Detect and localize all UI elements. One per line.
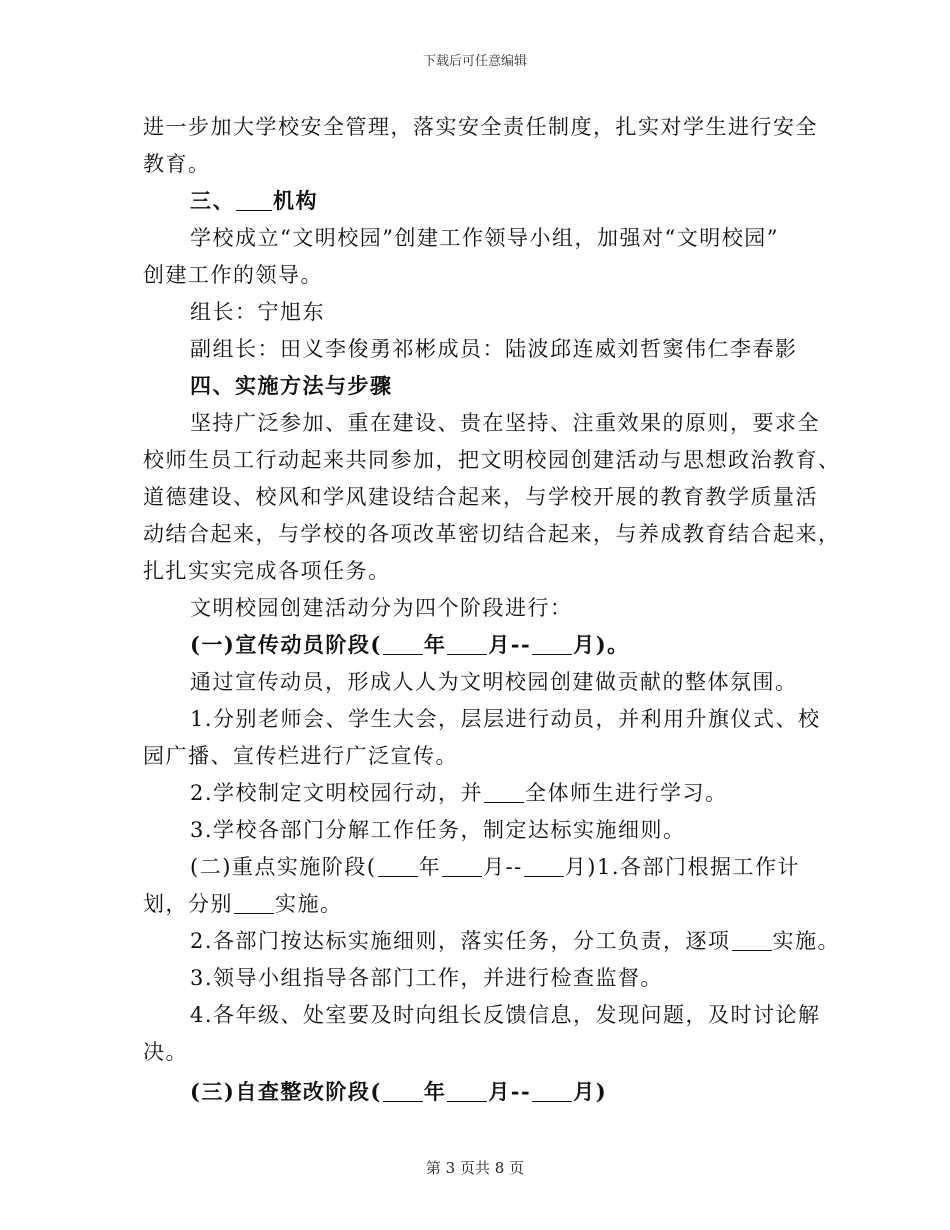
body-line: 进一步加大学校安全管理，落实安全责任制度，扎实对学生进行安全 (143, 115, 818, 139)
stage-2-heading (190, 852, 800, 882)
list-text: 2.学校制定文明校园行动，并 (190, 781, 484, 805)
year-label: 年 (418, 855, 442, 879)
fill-blank (442, 856, 482, 877)
fill-blank (484, 782, 524, 803)
page-header: 下载后可任意编辑 (422, 54, 527, 69)
list-text: 实施。 (275, 892, 343, 916)
body-line: 校师生员工行动起来共同参加，把文明校园创建活动与思想政治教育、 (143, 448, 841, 472)
heading-suffix: 机构 (273, 188, 318, 213)
stage-label: (一)宣传动员阶段( (190, 632, 382, 657)
fill-blank (378, 856, 418, 877)
list-item: 1.分别老师会、学生大会，层层进行动员，并利用升旗仪式、校 (190, 707, 821, 731)
body-line: 教育。 (143, 152, 211, 176)
list-item (190, 926, 840, 956)
fill-blank (447, 1081, 487, 1102)
page-footer: 第 3 页共 8 页 (425, 1159, 525, 1177)
month-label: 月-- (488, 1079, 532, 1104)
list-text: 2.各部门按达标实施细则，落实任务，分工负责，逐项 (190, 929, 731, 953)
body-line: 文明校园创建活动分为四个阶段进行： (190, 596, 573, 620)
body-line: 学校成立“文明校园”创建工作领导小组，加强对“文明校园” (190, 226, 779, 250)
fill-blank (532, 634, 572, 655)
fill-blank (447, 634, 487, 655)
body-line: 决。 (143, 1040, 188, 1064)
section-heading-4: 四、实施方法与步骤 (190, 373, 393, 398)
list-text: 实施。 (772, 929, 841, 953)
fill-blank (532, 1081, 572, 1102)
list-item: 4.各年级、处室要及时向组长反馈信息，发现问题，及时讨论解 (190, 1003, 821, 1027)
month-end-label: 月)1.各部门根据工作计 (564, 855, 801, 879)
section-heading-3 (190, 186, 318, 216)
list-text: 全体师生进行学习。 (525, 781, 728, 805)
leader-line: 组长：宁旭东 (190, 300, 325, 324)
list-item: 3.学校各部门分解工作任务，制定达标实施细则。 (190, 818, 686, 842)
stage-label: (三)自查整改阶段( (190, 1079, 382, 1104)
list-text: 划，分别 (143, 892, 233, 916)
fill-blank (234, 893, 274, 914)
heading-prefix: 三、 (190, 188, 235, 213)
fill-blank (383, 634, 423, 655)
body-line: 坚持广泛参加、重在建设、贵在坚持、注重效果的原则，要求全 (190, 411, 820, 435)
stage-3-heading (190, 1077, 607, 1107)
month-end-label: 月)。 (573, 632, 630, 657)
body-line: 通过宣传动员，形成人人为文明校园创建做贡献的整体氛围。 (190, 670, 798, 694)
members-line: 副组长：田义李俊勇祁彬成员：陆波邱连威刘哲窦伟仁李春影 (190, 337, 798, 361)
stage-label: (二)重点实施阶段( (190, 855, 377, 879)
body-line: 创建工作的领导。 (143, 263, 323, 287)
month-label: 月-- (488, 632, 532, 657)
month-end-label: 月) (573, 1079, 608, 1104)
fill-blank (524, 856, 564, 877)
month-label: 月-- (483, 855, 523, 879)
fill-blank (383, 1081, 423, 1102)
body-line (143, 889, 343, 919)
list-item: 3.领导小组指导各部门工作，并进行检查监督。 (190, 966, 664, 990)
fill-blank (236, 190, 272, 211)
fill-blank (732, 930, 772, 951)
year-label: 年 (423, 632, 447, 657)
body-line: 道德建设、校风和学风建设结合起来，与学校开展的教育教学质量活 (143, 485, 818, 509)
body-line: 扎扎实实完成各项任务。 (143, 559, 391, 583)
year-label: 年 (423, 1079, 447, 1104)
body-line: 动结合起来，与学校的各项改革密切结合起来，与养成教育结合起来， (143, 522, 841, 546)
body-line: 园广播、宣传栏进行广泛宣传。 (143, 744, 458, 768)
stage-1-heading (190, 630, 630, 660)
list-item (190, 778, 728, 808)
